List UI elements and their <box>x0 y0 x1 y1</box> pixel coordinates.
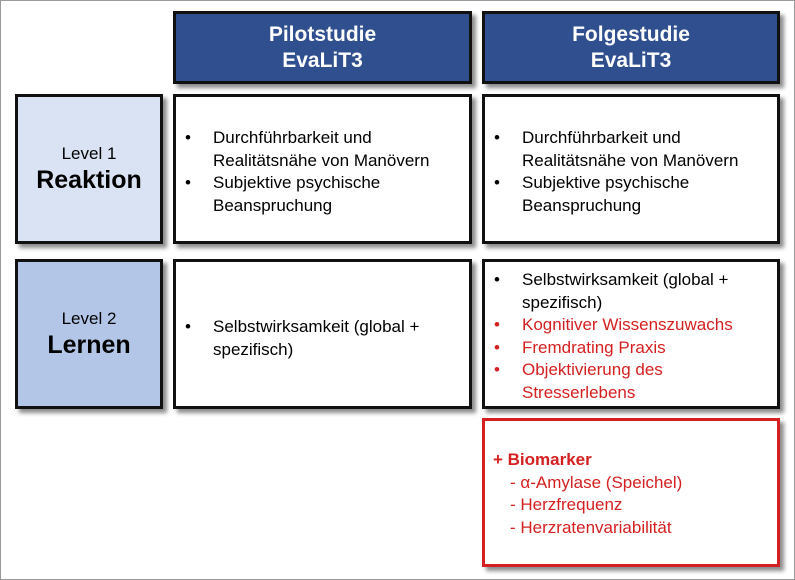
bullet: • <box>494 337 500 357</box>
biomarker-title: + Biomarker <box>493 450 592 469</box>
list-item <box>485 172 777 217</box>
item-text: Selbstwirksamkeit (global + <box>522 270 729 289</box>
cell-folge-level2 <box>482 259 780 409</box>
item-text: Stresserlebens <box>522 382 636 402</box>
list-item <box>485 127 777 172</box>
list-item <box>176 127 469 172</box>
item-text: Selbstwirksamkeit (global + <box>213 317 420 336</box>
item-text: Beanspruchung <box>213 195 333 215</box>
bullet: • <box>185 173 191 192</box>
header-pilotstudie <box>173 11 472 84</box>
list-item <box>176 316 469 361</box>
biomarker-box <box>482 418 780 567</box>
level1-label <box>15 94 163 244</box>
item-text: Beanspruchung <box>522 195 642 215</box>
item-text: Objektivierung des <box>522 360 663 379</box>
list-item <box>176 172 469 217</box>
level2-title: Lernen <box>47 331 131 359</box>
bullet: • <box>494 270 500 289</box>
item-text: Durchführbarkeit und <box>522 128 681 147</box>
biomarker-item: - α-Amylase (Speichel) <box>510 472 683 492</box>
bullet: • <box>494 128 500 147</box>
item-text: Kognitiver Wissenszuwachs <box>522 315 733 334</box>
bullet: • <box>185 317 191 336</box>
list-item-highlighted <box>485 314 777 337</box>
header-folgestudie <box>482 11 780 84</box>
item-text: Realitätsnähe von Manövern <box>522 150 739 170</box>
level1-title: Reaktion <box>36 166 142 194</box>
item-text: Realitätsnähe von Manövern <box>213 150 430 170</box>
level2-number: Level 2 <box>61 309 117 328</box>
biomarker-item: - Herzratenvariabilität <box>510 517 672 537</box>
header-folge-line2: EvaLiT3 <box>590 48 672 72</box>
item-text: Subjektive psychische <box>213 173 381 192</box>
item-text: spezifisch) <box>213 339 294 359</box>
cell-pilot-level2 <box>173 259 472 409</box>
bullet: • <box>185 128 191 147</box>
cell-pilot-level1 <box>173 94 472 244</box>
level2-label <box>15 259 163 409</box>
item-text: Durchführbarkeit und <box>213 128 372 147</box>
bullet: • <box>494 360 500 379</box>
biomarker-item: - Herzfrequenz <box>510 495 623 514</box>
list-item-highlighted <box>485 359 777 404</box>
bullet: • <box>494 315 500 334</box>
header-pilot-line1: Pilotstudie <box>268 22 377 46</box>
list-item <box>485 269 777 314</box>
level1-number: Level 1 <box>61 144 117 163</box>
item-text: Subjektive psychische <box>522 173 690 192</box>
cell-folge-level1 <box>482 94 780 244</box>
header-folge-line1: Folgestudie <box>572 22 690 46</box>
item-text: spezifisch) <box>522 292 603 312</box>
bullet: • <box>494 173 500 192</box>
list-item-highlighted <box>485 337 777 360</box>
header-pilot-line2: EvaLiT3 <box>282 48 363 72</box>
item-text: Fremdrating Praxis <box>522 337 666 357</box>
